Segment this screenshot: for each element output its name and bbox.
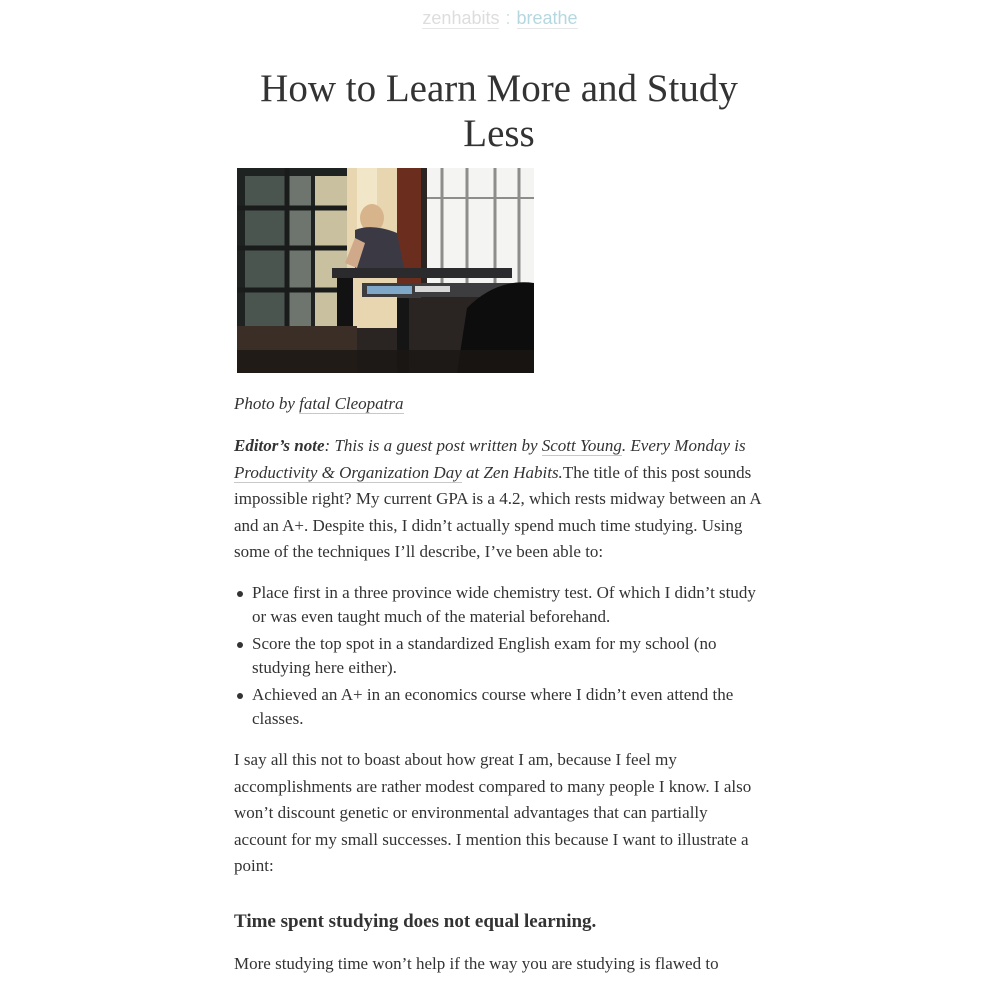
header-separator: : (505, 8, 511, 28)
editors-note-text-1: : This is a guest post written by (324, 436, 542, 456)
site-brand-link[interactable]: zenhabits (422, 8, 500, 28)
productivity-day-link[interactable]: Productivity & Organization Day (234, 462, 462, 482)
author-link[interactable]: Scott Young (541, 436, 622, 456)
intro-text: The title of this post sounds impossible right? My current GPA is a 4.2, which rests midway between an A and an A+. Despite this, I didn’t actually spend much time studying. Using some of the techniques I’ll describe, I’ve been able to: (234, 462, 761, 562)
editors-note-label: Editor’s note (234, 436, 325, 456)
body-paragraph: I say all this not to boast about how great I am, because I feel my accomplishments are rather modest compared to many people I know. I also won’t discount genetic or environmental advantages that can partially account for my small successes. I mention this because I want to illustrate a point: (234, 750, 752, 876)
section-heading: Time spent studying does not equal learning. (234, 911, 597, 933)
editors-note-text-2: . Every Monday is (621, 436, 746, 456)
photo-credit-link[interactable]: fatal Cleopatra (299, 394, 404, 413)
list-item: Achieved an A+ in an economics course where I didn’t even attend the classes. (252, 683, 764, 731)
post-content (234, 391, 764, 994)
photo-credit (234, 391, 764, 417)
post-photo (237, 168, 534, 373)
site-header (0, 6, 1000, 30)
achievements-list (234, 581, 764, 731)
body-paragraph: More studying time won’t help if the way you are studying is flawed to (234, 954, 719, 974)
intro-paragraph (234, 433, 764, 565)
list-item: Place first in a three province wide chemistry test. Of which I didn’t study or was even taught much of the material beforehand. (252, 581, 764, 629)
post-title: How to Learn More and Study Less (260, 67, 738, 155)
list-item: Score the top spot in a standardized English exam for my school (no studying here either). (252, 632, 764, 680)
photo-credit-prefix: Photo by (234, 394, 300, 413)
editors-note-text-3: at Zen Habits. (461, 462, 563, 482)
site-tagline-link[interactable]: breathe (516, 8, 578, 28)
